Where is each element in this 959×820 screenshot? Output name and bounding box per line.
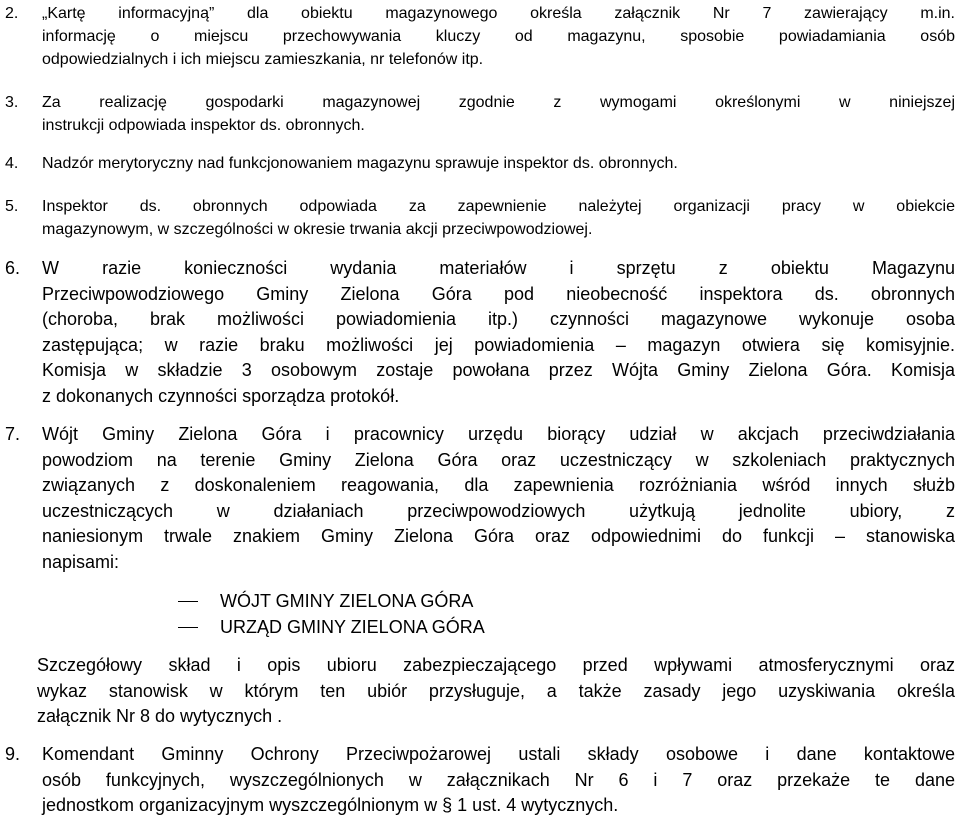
item-number: 4. <box>5 155 19 172</box>
item-number: 5. <box>5 198 19 215</box>
item-number: 2. <box>5 5 19 22</box>
dash-bullet <box>178 601 198 603</box>
text-line: wykaz stanowisk w którym ten ubiór przysługuje, a także zasady jego uzyskiwania określa <box>37 680 955 701</box>
text-line: napisami: <box>42 551 120 572</box>
text-line: informację o miejscu przechowywania kluczy od magazynu, sposobie powiadamiania osób <box>42 28 955 45</box>
text-line: związanych z doskonaleniem reagowania, dla zapewnienia rozróżniania wśród innych służb <box>42 475 955 495</box>
text-line: zastępująca; w razie braku możliwości jej powiadomienia – magazyn otwiera się komisyjnie. <box>42 334 955 355</box>
text-line: Za realizację gospodarki magazynowej zgodnie z wymogami określonymi w niniejszej <box>42 94 955 111</box>
text-line: Przeciwpowodziowego Gminy Zielona Góra pod nieobecność inspektora ds. obronnych <box>42 283 955 304</box>
item-text <box>42 742 955 819</box>
text-line: osób funkcyjnych, wyszczególnionych w załącznikach Nr 6 i 7 oraz przekaże te dane <box>42 769 955 790</box>
item-number: 3. <box>5 94 19 111</box>
text-line: Inspektor ds. obronnych odpowiada za zapewnienie należytej organizacji pracy w obiekcie <box>42 198 955 215</box>
item-text <box>42 195 955 241</box>
text-line: uczestniczących w działaniach przeciwpowodziowych użytkują jednolite ubiory, z <box>42 500 955 521</box>
item-number: 9. <box>5 744 21 764</box>
paragraph <box>37 653 955 730</box>
text-line: instrukcji odpowiada inspektor ds. obronnych. <box>42 117 365 134</box>
text-line: z dokonanych czynności sporządza protokół. <box>42 385 400 406</box>
item-text <box>42 2 955 71</box>
text-line: załącznik Nr 8 do wytycznych . <box>37 706 283 726</box>
item-number: 7. <box>5 424 21 444</box>
dash-item-text: URZĄD GMINY ZIELONA GÓRA <box>220 617 485 637</box>
item-text <box>42 422 955 575</box>
text-line: naniesionym trwale znakiem Gminy Zielona Góra oraz odpowiednimi do funkcji – stanowiska <box>42 526 955 546</box>
text-line: Komendant Gminny Ochrony Przeciwpożarowej ustali składy osobowe i dane kontaktowe <box>42 744 955 764</box>
item-text <box>42 152 955 175</box>
text-line: „Kartę informacyjną” dla obiektu magazynowego określa załącznik Nr 7 zawierający m.in. <box>42 5 955 22</box>
text-line: powodziom na terenie Gminy Zielona Góra oraz uczestniczący w szkoleniach praktycznych <box>42 449 955 470</box>
dash-bullet <box>178 627 198 629</box>
text-line: W razie konieczności wydania materiałów i sprzętu z obiektu Magazynu <box>42 258 955 278</box>
text-line: Szczegółowy skład i opis ubioru zabezpieczającego przed wpływami atmosferycznymi oraz <box>37 655 955 675</box>
text-line: (choroba, brak możliwości powiadomienia itp.) czynności magazynowe wykonuje osoba <box>42 309 955 329</box>
dash-item-text: WÓJT GMINY ZIELONA GÓRA <box>220 591 474 611</box>
item-text <box>42 91 955 137</box>
item-text <box>42 256 955 409</box>
text-line: jednostkom organizacyjnym wyszczególnionym w § 1 ust. 4 wytycznych. <box>42 795 619 815</box>
dash-list-item <box>178 615 485 640</box>
text-line: Nadzór merytoryczny nad funkcjonowaniem magazynu sprawuje inspektor ds. obronnych. <box>42 155 678 172</box>
item-number: 6. <box>5 258 21 278</box>
text-line: magazynowym, w szczególności w okresie trwania akcji przeciwpowodziowej. <box>42 221 593 238</box>
text-line: Wójt Gminy Zielona Góra i pracownicy urzędu biorący udział w akcjach przeciwdziałania <box>42 424 955 444</box>
text-line: Komisja w składzie 3 osobowym zostaje powołana przez Wójta Gminy Zielona Góra. Komisja <box>42 360 955 380</box>
dash-list-item <box>178 589 473 614</box>
text-line: odpowiedzialnych i ich miejscu zamieszkania, nr telefonów itp. <box>42 51 484 68</box>
